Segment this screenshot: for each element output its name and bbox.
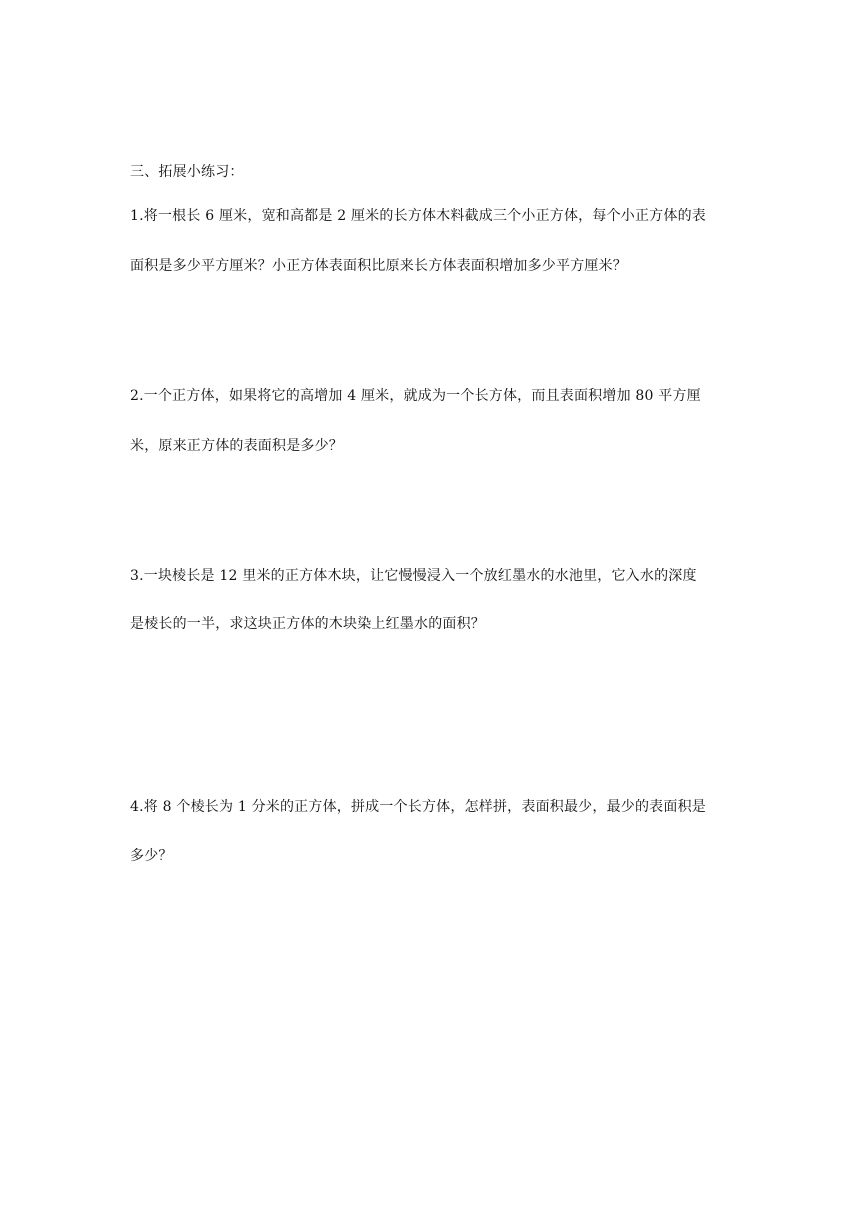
- question-1-line-2: 面积是多少平方厘米？小正方体表面积比原来长方体表面积增加多少平方厘米？: [130, 258, 627, 274]
- question-4-line-1: 4.将 8 个棱长为 1 分米的正方体，拼成一个长方体，怎样拼，表面积最少，最少的表面积是: [130, 799, 706, 815]
- section-heading: 三、拓展小练习：: [130, 164, 244, 180]
- question-2-line-2: 米，原来正方体的表面积是多少？: [130, 438, 343, 454]
- question-1-line-1: 1.将一根长 6 厘米，宽和高都是 2 厘米的长方体木料截成三个小正方体，每个小正方体的表: [130, 208, 706, 224]
- question-4-line-2: 多少？: [130, 848, 173, 864]
- question-3-line-1: 3.一块棱长是 12 里米的正方体木块，让它慢慢浸入一个放红墨水的水池里，它入水的深度: [130, 568, 697, 584]
- question-3-line-2: 是棱长的一半，求这块正方体的木块染上红墨水的面积？: [130, 616, 485, 632]
- question-2-line-1: 2.一个正方体，如果将它的高增加 4 厘米，就成为一个长方体，而且表面积增加 80 平方厘: [130, 388, 701, 404]
